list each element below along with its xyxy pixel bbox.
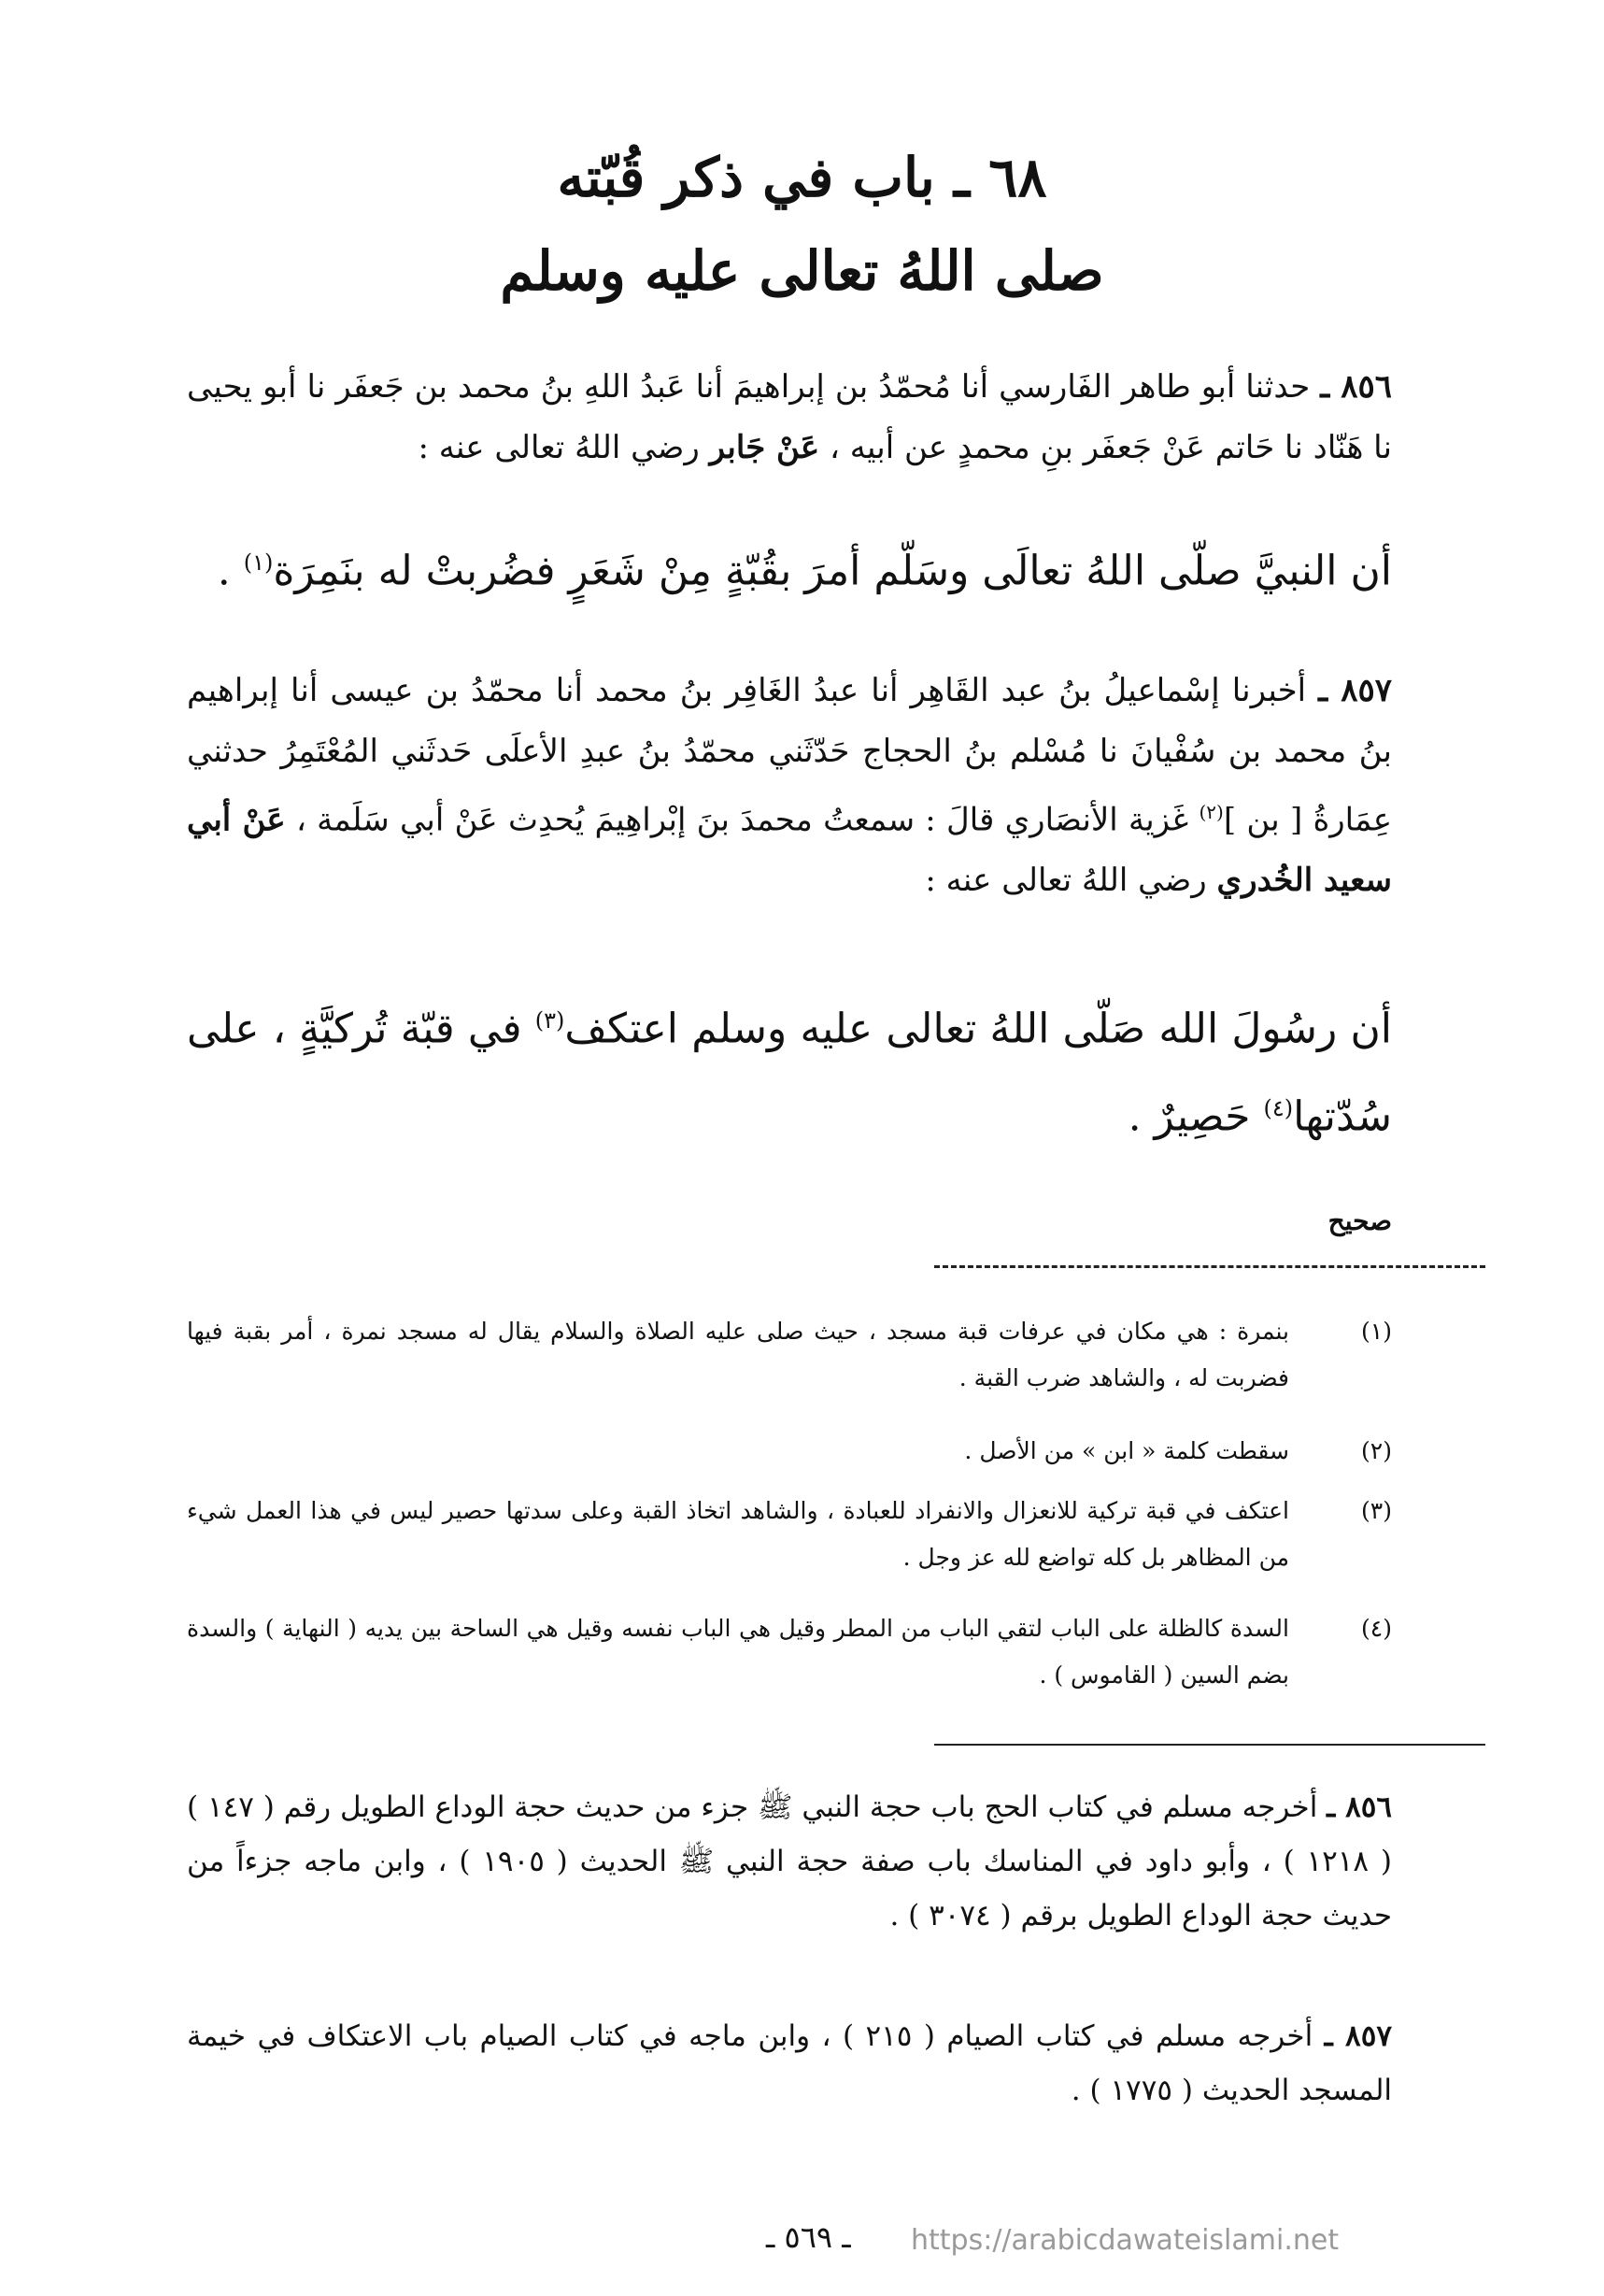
- isnad-text: إبراهيم بنُ محمد بن سُفْيانَ نا مُسْلم بنُ الحجاج حَدّثَني محمّدُ بنُ عبدِ الأعلَى حَدثَني المُعْتَمِرُ: [187, 672, 1392, 770]
- isnad-text: حدثنا أبو طاهر الفَارسي أنا مُحمّدُ بن إبراهيمَ أنا عَبدُ اللهِ بنُ محمد بن جَعفَر نا: [306, 368, 1311, 406]
- hadith-number: ٨٥٦ ـ: [1320, 368, 1392, 406]
- isnad-text: غَزية الأنصَاري قالَ : سمعتُ محمدَ بنَ إبْراهِيمَ يُحدِث عَنْ أبي سَلَمة ،: [295, 801, 1199, 839]
- matn-text: أن النبيَّ صلّى اللهُ تعالَى وسَلّم أمرَ بقُبّةٍ مِنْ شَعَرٍ فضُربتْ له بنَمِرَة: [273, 547, 1392, 595]
- footnote-marker: (١): [243, 549, 274, 576]
- hadith-856-matn: [187, 523, 1392, 611]
- isnad-text: أبو يحيى نا هَنّاد نا حَاتم عَنْ جَعفَر بنِ محمدٍ عن أبيه ،: [187, 368, 1392, 466]
- references-separator: [934, 1744, 1485, 1746]
- footnote-marker: (٢): [1199, 801, 1224, 823]
- reference-entry: [187, 2009, 1392, 2118]
- footnote-text: بنمرة : هي مكان في عرفات قبة مسجد ، حيث صلى عليه الصلاة والسلام يقال له مسجد نمرة ، أمر بقبة فيها فضربت له ، والشاهد ضرب القبة .: [187, 1318, 1289, 1391]
- hadith-856-isnad: [187, 357, 1392, 478]
- grade-label: صحيح: [1327, 1205, 1392, 1236]
- chapter-title: ٦٨ ـ باب في ذكر قُبّته: [557, 146, 1047, 209]
- isnad-text: رضي اللهُ تعالى عنه :: [925, 862, 1217, 900]
- isnad-text: أخبرنا إسْماعيلُ بنُ عبد القَاهِر أنا عبدُ الغَافِر بنُ محمد أنا محمّدُ بن عيسى أنا: [291, 672, 1307, 709]
- reference-number: ٨٥٦ ـ: [1327, 1790, 1393, 1824]
- footnote-number: (١): [1361, 1318, 1392, 1345]
- matn-text: في قبّة تُركيَّةٍ ، على سُدّتها: [187, 1005, 1392, 1141]
- reference-entry: [187, 1780, 1392, 1943]
- footnote: [187, 1488, 1392, 1581]
- matn-end: .: [217, 547, 244, 595]
- footnote-text: سقطت كلمة « ابن » من الأصل .: [964, 1437, 1289, 1464]
- footnote-marker: (٣): [534, 1007, 565, 1034]
- footnote: [187, 1605, 1392, 1699]
- reference-text: أخرجه مسلم في كتاب الحج باب حجة النبي ﷺ جزء من حديث حجة الوداع الطويل رقم ( ١٤٧ ) ( ١٢١٨ ) ، وأبو داود في المناسك باب صفة حجة النبي ﷺ الحديث ( ١٩٠٥ ) ، وابن ماجه جزءاً من حديث حجة الوداع الطويل برقم ( ٣٠٧٤ ) .: [187, 1790, 1392, 1932]
- watermark-url: https://arabicdawateislami.net: [911, 2224, 1340, 2257]
- footnote-number: (٣): [1361, 1497, 1392, 1524]
- isnad-text: حدثني عِمَارةُ [ بن ]: [187, 733, 1392, 839]
- narrator-name: عَنْ جَابر: [709, 429, 820, 466]
- reference-number: ٨٥٧ ـ: [1324, 2019, 1392, 2053]
- hadith-857-isnad: [187, 661, 1392, 911]
- narrator-name: عَنْ أبي سعيد الخُدري: [187, 801, 1392, 900]
- footnote: [187, 1308, 1392, 1402]
- page-number: ـ ٥٦٩ ـ: [766, 2219, 851, 2255]
- chapter-subtitle: صلى اللهُ تعالى عليه وسلم: [500, 239, 1104, 303]
- footnote-marker: (٤): [1263, 1094, 1294, 1121]
- matn-text: حَصِيرٌ .: [1128, 1092, 1264, 1141]
- reference-text: أخرجه مسلم في كتاب الصيام ( ٢١٥ ) ، وابن ماجه في كتاب الصيام باب الاعتكاف في خيمة المسجد الحديث ( ١٧٧٥ ) .: [187, 2019, 1392, 2107]
- footnote-number: (٢): [1361, 1437, 1392, 1464]
- footnote-number: (٤): [1361, 1615, 1392, 1642]
- footnote-separator: [934, 1265, 1485, 1268]
- hadith-857-matn: [187, 981, 1392, 1156]
- footnote: [187, 1428, 1392, 1475]
- matn-text: أن رسُولَ الله صَلّى اللهُ تعالى عليه وسلم اعتكف: [564, 1005, 1392, 1053]
- footnote-text: السدة كالظلة على الباب لتقي الباب من المطر وقيل هي الباب نفسه وقيل هي الساحة بين يديه ( النهاية ) والسدة بضم السين ( القاموس ) .: [187, 1615, 1289, 1689]
- footnote-text: اعتكف في قبة تركية للانعزال والانفراد للعبادة ، والشاهد اتخاذ القبة وعلى سدتها حصير ليس في هذا العمل شيء من المظاهر بل كله تواضع لله عز وجل .: [187, 1497, 1289, 1571]
- hadith-number: ٨٥٧ ـ: [1318, 672, 1392, 709]
- isnad-text: رضي اللهُ تعالى عنه :: [418, 429, 710, 466]
